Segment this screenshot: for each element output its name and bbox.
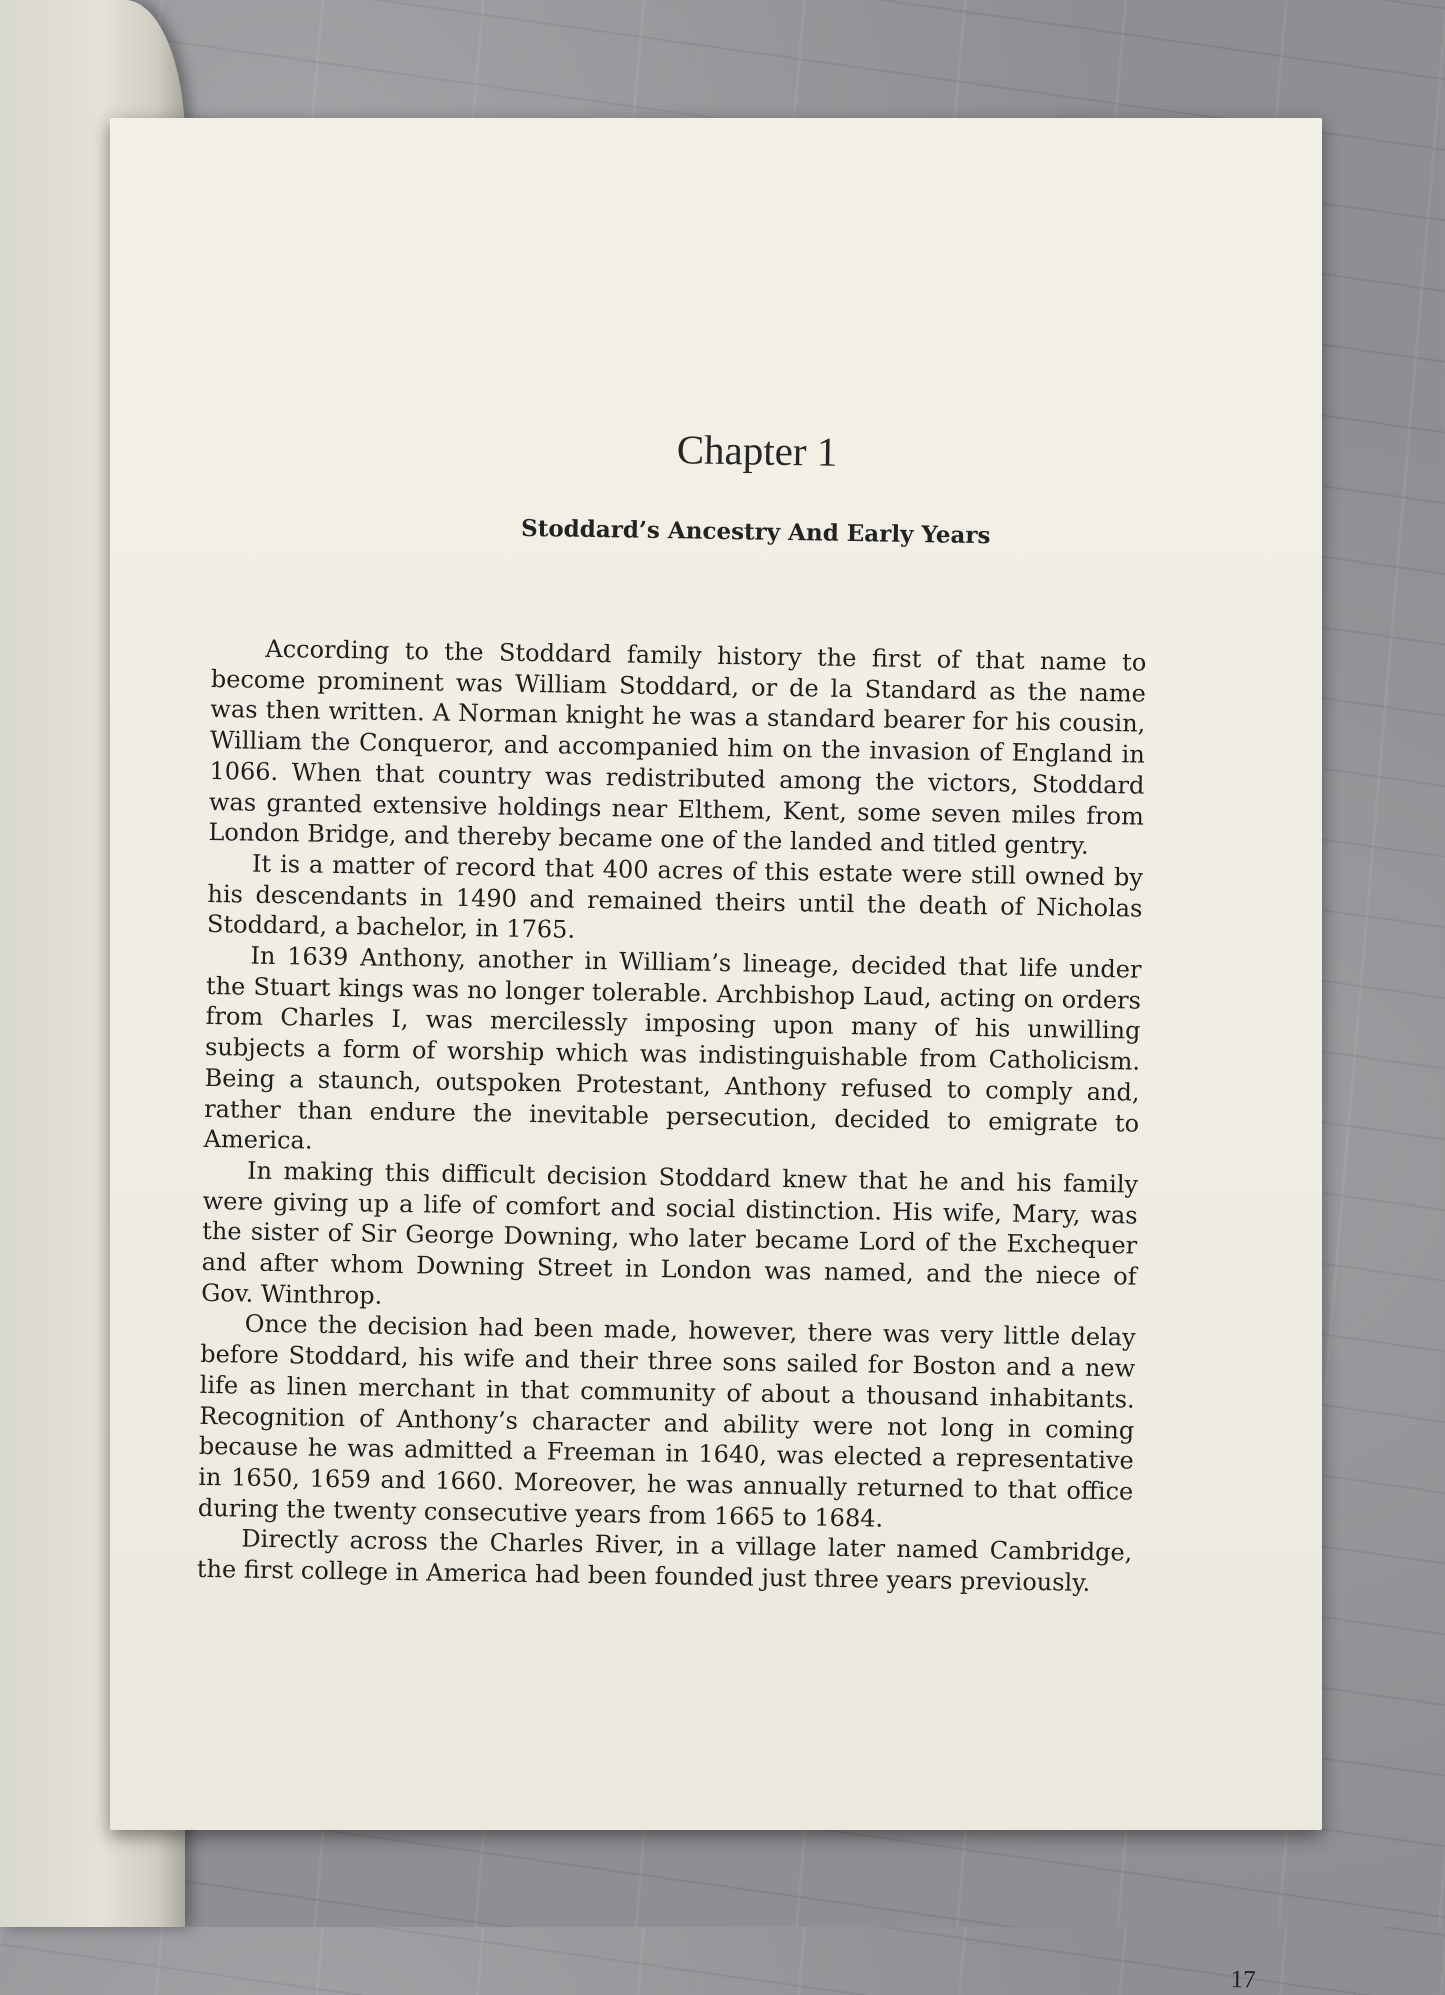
paragraph: In 1639 Anthony, another in William’s lineage, decided that life under the Stuart kings was no longer tolerable. Archbishop Laud, acting on orders from Charles I, was mercilessly imposing upon many of his unwilling subjects a form of worship which was indistinguishable from Catholicism. Being a staunch, outspoken Protestant, Anthony refused to comply and, rather than endure the inevitable persecution, decided to emigrate to America. bbox=[203, 941, 1142, 1155]
paragraph: Directly across the Charles River, in a village later named Cambridge, the first college in America had been founded just three years previously. bbox=[196, 1524, 1133, 1597]
paragraph: In making this difficult decision Stoddard knew that he and his family were giving up a life of comfort and social distinction. His wife, Mary, was the sister of Sir George Downing, who later became Lord of the Exchequer and after whom Downing Street in London was named, and the niece of Gov. Winthrop. bbox=[201, 1156, 1139, 1310]
paragraph: Once the decision had been made, however, there was very little delay before Stoddard, his wife and their three sons sailed for Boston and a new life as linen merchant in that community of about a thousand inhabitants. Recognition of Anthony’s character and ability were not long in coming because he was admitted a Freeman in 1640, was elected a representative in 1650, 1659 and 1660. Moreover, he was annually returned to that office during the twenty consecutive years from 1665 to 1684. bbox=[197, 1310, 1136, 1533]
chapter-body bbox=[197, 633, 1147, 1599]
page-text-block bbox=[196, 418, 1300, 1994]
paragraph: It is a matter of record that 400 acres of this estate were still owned by his descendants in 1490 and remained theirs until the death of Nicholas Stoddard, a bachelor, in 1765. bbox=[206, 849, 1144, 945]
book-page bbox=[110, 118, 1322, 1994]
chapter-title: Chapter 1 bbox=[676, 426, 838, 475]
chapter-subtitle: Stoddard’s Ancestry And Early Years bbox=[520, 514, 991, 550]
page-number: 17 bbox=[1230, 1966, 1256, 1994]
paragraph: According to the Stoddard family history the first of that name to become prominent was William Stoddard, or de la Standard as the name was then written. A Norman knight he was a standard bearer for his cousin, William the Conqueror, and accompanied him on the invasion of England in 1066. When that country was redistributed among the victors, Stoddard was granted extensive holdings near Elthem, Kent, some seven miles from London Bridge, and thereby became one of the landed and titled gentry. bbox=[208, 634, 1147, 860]
